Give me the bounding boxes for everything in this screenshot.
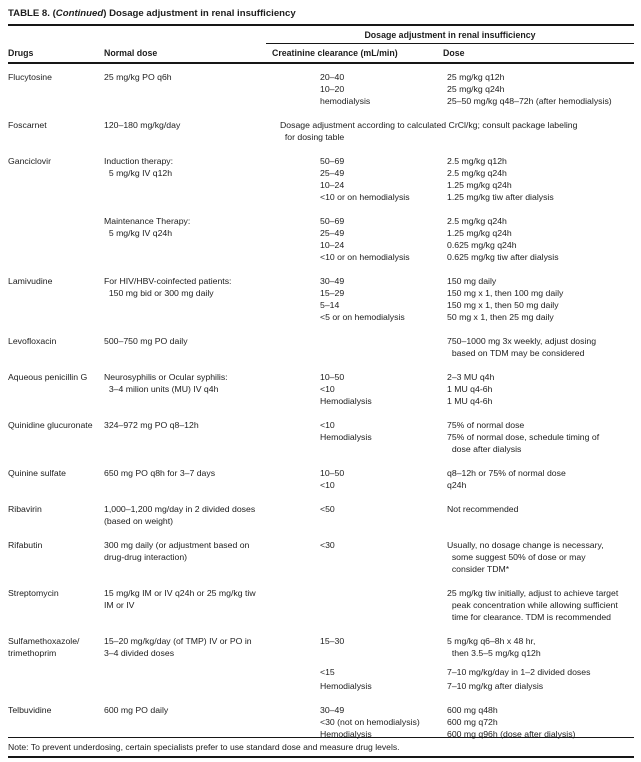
drug-row <box>8 587 634 623</box>
crcl-value <box>272 431 443 455</box>
dose-line: 75% of normal dose <box>447 419 525 430</box>
crcl-value <box>272 467 443 479</box>
adjustment-cell <box>272 275 634 323</box>
adjustment-entry <box>272 539 634 575</box>
adjustment-entry <box>272 716 634 728</box>
drug-row <box>8 335 634 359</box>
table-title <box>8 5 634 24</box>
adjustment-entry <box>272 666 634 678</box>
dose-value <box>443 83 634 95</box>
adjustment-entry <box>272 215 634 227</box>
drug-name-cell <box>8 119 104 143</box>
table-body <box>8 64 634 740</box>
drug-row <box>8 635 634 692</box>
crcl-text: 25–49 <box>320 227 345 238</box>
dose-line: 7–10 mg/kg after dialysis <box>447 680 544 691</box>
crcl-text: <15 <box>320 666 335 677</box>
adjustment-entry <box>272 155 634 167</box>
normal-dose-line: 5 mg/kg IV q24h <box>104 227 173 238</box>
crcl-value <box>272 539 443 575</box>
crcl-text: 30–49 <box>320 704 345 715</box>
crcl-value <box>272 335 443 359</box>
crcl-text: <50 <box>320 503 335 514</box>
drug-name: Flucytosine <box>8 71 52 82</box>
drug-name-cell <box>8 71 104 107</box>
dose-value <box>443 479 634 491</box>
column-header-drugs: Drugs <box>8 48 34 58</box>
adjustment-cell <box>272 155 634 203</box>
crcl-value <box>272 167 443 179</box>
crcl-value <box>272 239 443 251</box>
dose-line: consider TDM* <box>447 563 510 574</box>
dose-value <box>443 251 634 263</box>
dose-line: 1 MU q4-6h <box>447 383 493 394</box>
crcl-value <box>272 395 443 407</box>
drug-name: Quinine sulfate <box>8 467 66 478</box>
normal-dose-line: For HIV/HBV-coinfected patients: <box>104 275 232 286</box>
crcl-text: Hemodialysis <box>320 395 372 406</box>
dose-value <box>443 503 634 515</box>
dose-value <box>443 716 634 728</box>
dose-value <box>443 227 634 239</box>
dose-value <box>443 155 634 167</box>
normal-dose-line: 120–180 mg/kg/day <box>104 119 181 130</box>
adjustment-entry <box>272 179 634 191</box>
drug-name: Telbuvidine <box>8 704 52 715</box>
drug-row <box>8 215 634 263</box>
adjustment-entry <box>272 95 634 107</box>
dose-line: 150 mg daily <box>447 275 497 286</box>
normal-dose-line: 650 mg PO q8h for 3–7 days <box>104 467 216 478</box>
crcl-value <box>272 83 443 95</box>
dose-line: q24h <box>447 479 467 490</box>
adjustment-cell <box>272 371 634 407</box>
spanning-note-line: Dosage adjustment according to calculated CrCl/kg; consult package labeling <box>280 119 578 130</box>
column-header-normal-dose: Normal dose <box>104 48 158 58</box>
dose-value <box>443 287 634 299</box>
drug-name-cell <box>8 335 104 359</box>
drug-row <box>8 155 634 203</box>
normal-dose-line: 5 mg/kg IV q12h <box>104 167 173 178</box>
dose-line: q8–12h or 75% of normal dose <box>447 467 566 478</box>
adjustment-entry <box>272 251 634 263</box>
dose-line: 2–3 MU q4h <box>447 371 495 382</box>
dose-value <box>443 239 634 251</box>
crcl-text: 30–49 <box>320 275 345 286</box>
adjustment-entry <box>272 335 634 359</box>
dose-line: 25 mg/kg q24h <box>447 83 505 94</box>
normal-dose-line: (based on weight) <box>104 515 174 526</box>
drug-name: Foscarnet <box>8 119 47 130</box>
crcl-text: 50–69 <box>320 155 345 166</box>
dose-line: 0.625 mg/kg q24h <box>447 239 517 250</box>
normal-dose-line: Neurosyphilis or Ocular syphilis: <box>104 371 228 382</box>
adjustment-entry <box>272 503 634 515</box>
normal-dose-line: Induction therapy: <box>104 155 174 166</box>
dose-line: 150 mg x 1, then 50 mg daily <box>447 299 559 310</box>
adjustment-entry <box>272 287 634 299</box>
crcl-text: <10 or on hemodialysis <box>320 191 410 202</box>
normal-dose-line: 15–20 mg/kg/day (of TMP) IV or PO in <box>104 635 252 646</box>
crcl-value <box>272 419 443 431</box>
crcl-value <box>272 275 443 287</box>
normal-dose-cell <box>104 539 272 575</box>
crcl-text: 50–69 <box>320 215 345 226</box>
normal-dose-line: Maintenance Therapy: <box>104 215 191 226</box>
dose-line: then 3.5–5 mg/kg q12h <box>447 647 541 658</box>
crcl-value <box>272 704 443 716</box>
adjustment-entry <box>272 275 634 287</box>
crcl-text: 10–24 <box>320 239 345 250</box>
adjustment-cell <box>272 419 634 455</box>
crcl-value <box>272 383 443 395</box>
dose-line: 50 mg x 1, then 25 mg daily <box>447 311 554 322</box>
crcl-value <box>272 635 443 659</box>
column-header-creatinine-clearance: Creatinine clearance (mL/min) <box>272 48 398 58</box>
crcl-text: 20–40 <box>320 71 345 82</box>
dose-line: Usually, no dosage change is necessary, <box>447 539 604 550</box>
crcl-value <box>272 191 443 203</box>
drug-name: Streptomycin <box>8 587 59 598</box>
adjustment-entry <box>272 383 634 395</box>
normal-dose-line: 324–972 mg PO q8–12h <box>104 419 199 430</box>
crcl-text: <5 or on hemodialysis <box>320 311 405 322</box>
crcl-value <box>272 251 443 263</box>
adjustment-cell <box>272 335 634 359</box>
crcl-value <box>272 311 443 323</box>
crcl-text: Hemodialysis <box>320 680 372 691</box>
dose-line: 75% of normal dose, schedule timing of <box>447 431 600 442</box>
dose-value <box>443 666 634 678</box>
normal-dose-cell <box>104 119 272 143</box>
drug-row <box>8 704 634 740</box>
adjustment-entry <box>272 167 634 179</box>
adjustment-entry <box>272 704 634 716</box>
title-prefix: TABLE 8. ( <box>8 8 56 19</box>
dose-line: 1.25 mg/kg q24h <box>447 227 512 238</box>
normal-dose-cell <box>104 71 272 107</box>
drug-row <box>8 371 634 407</box>
dose-line: 7–10 mg/kg/day in 1–2 divided doses <box>447 666 591 677</box>
drug-name-cell <box>8 419 104 455</box>
dose-value <box>443 395 634 407</box>
drug-name: Quinidine glucuronate <box>8 419 93 430</box>
normal-dose-line: 600 mg PO daily <box>104 704 169 715</box>
crcl-text: <10 <box>320 479 335 490</box>
crcl-value <box>272 155 443 167</box>
adjustment-cell <box>272 635 634 692</box>
adjustment-entry <box>272 311 634 323</box>
crcl-text: <30 <box>320 539 335 550</box>
drug-row <box>8 539 634 575</box>
drug-name-cell <box>8 587 104 623</box>
adjustment-cell <box>272 467 634 491</box>
crcl-value <box>272 587 443 623</box>
dose-line: 1 MU q4-6h <box>447 395 493 406</box>
normal-dose-cell <box>104 419 272 455</box>
dose-line: 1.25 mg/kg tiw after dialysis <box>447 191 554 202</box>
normal-dose-line: 3–4 milion units (MU) IV q4h <box>104 383 219 394</box>
drug-name: Levofloxacin <box>8 335 57 346</box>
adjustment-cell <box>272 587 634 623</box>
spanning-note <box>272 119 634 143</box>
drug-name: Ganciclovir <box>8 155 51 166</box>
crcl-text: 25–49 <box>320 167 345 178</box>
dose-line: 25–50 mg/kg q48–72h (after hemodialysis) <box>447 95 612 106</box>
dose-value <box>443 419 634 431</box>
dose-value <box>443 179 634 191</box>
normal-dose-cell <box>104 704 272 740</box>
dose-value <box>443 587 634 623</box>
adjustment-cell <box>272 119 634 143</box>
dose-line: 0.625 mg/kg tiw after dialysis <box>447 251 559 262</box>
adjustment-entry <box>272 371 634 383</box>
dose-line: 25 mg/kg tiw initially, adjust to achieve target <box>447 587 619 598</box>
drug-name: Aqueous penicillin G <box>8 371 88 382</box>
adjustment-entry <box>272 587 634 623</box>
drug-name: Rifabutin <box>8 539 43 550</box>
normal-dose-cell <box>104 335 272 359</box>
drug-name: trimethoprim <box>8 647 57 658</box>
bottom-rule <box>8 756 634 758</box>
adjustment-entry <box>272 191 634 203</box>
crcl-value <box>272 95 443 107</box>
crcl-value <box>272 479 443 491</box>
crcl-value <box>272 287 443 299</box>
crcl-text: 15–29 <box>320 287 345 298</box>
adjustment-entry <box>272 467 634 479</box>
dose-value <box>443 167 634 179</box>
adjustment-entry <box>272 395 634 407</box>
dose-value <box>443 467 634 479</box>
normal-dose-cell <box>104 371 272 407</box>
crcl-value <box>272 680 443 692</box>
dose-value <box>443 539 634 575</box>
dose-line: 600 mg q48h <box>447 704 498 715</box>
adjustment-entry <box>272 635 634 659</box>
adjustment-entry <box>272 83 634 95</box>
adjustment-cell <box>272 503 634 527</box>
column-header-row <box>8 44 634 62</box>
dose-value <box>443 704 634 716</box>
normal-dose-cell <box>104 155 272 203</box>
drug-row <box>8 119 634 143</box>
normal-dose-line: IM or IV <box>104 599 135 610</box>
normal-dose-line: 25 mg/kg PO q6h <box>104 71 172 82</box>
crcl-text: Hemodialysis <box>320 728 372 739</box>
dose-line: peak concentration while allowing sufficient <box>447 599 618 610</box>
normal-dose-cell <box>104 467 272 491</box>
dose-value <box>443 191 634 203</box>
normal-dose-cell <box>104 503 272 527</box>
normal-dose-line: 3–4 divided doses <box>104 647 175 658</box>
adjustment-entry <box>272 299 634 311</box>
adjustment-cell <box>272 704 634 740</box>
drug-name-cell <box>8 635 104 692</box>
dose-value <box>443 311 634 323</box>
dose-value <box>443 95 634 107</box>
crcl-text: Hemodialysis <box>320 431 372 442</box>
dose-value <box>443 383 634 395</box>
drug-row <box>8 71 634 107</box>
drug-name-cell <box>8 539 104 575</box>
dose-value <box>443 275 634 287</box>
drug-name-cell <box>8 275 104 323</box>
span-header: Dosage adjustment in renal insufficiency <box>266 26 634 44</box>
crcl-value <box>272 666 443 678</box>
dose-line: 2.5 mg/kg q24h <box>447 167 507 178</box>
normal-dose-line: 300 mg daily (or adjustment based on <box>104 539 250 550</box>
dose-value <box>443 371 634 383</box>
dose-value <box>443 431 634 455</box>
dose-line: 150 mg x 1, then 100 mg daily <box>447 287 564 298</box>
adjustment-cell <box>272 215 634 263</box>
drug-name: Lamivudine <box>8 275 53 286</box>
dose-value <box>443 299 634 311</box>
normal-dose-line: 1,000–1,200 mg/day in 2 divided doses <box>104 503 256 514</box>
dose-line: 25 mg/kg q12h <box>447 71 505 82</box>
crcl-text: 10–24 <box>320 179 345 190</box>
dose-line: 5 mg/kg q6–8h x 48 hr, <box>447 635 536 646</box>
dose-line: 2.5 mg/kg q12h <box>447 155 507 166</box>
adjustment-entry <box>272 680 634 692</box>
normal-dose-cell <box>104 215 272 263</box>
dose-value <box>443 71 634 83</box>
dose-line: dose after dialysis <box>447 443 522 454</box>
adjustment-entry <box>272 239 634 251</box>
dose-line: 750–1000 mg 3x weekly, adjust dosing <box>447 335 597 346</box>
crcl-value <box>272 71 443 83</box>
dose-line: 2.5 mg/kg q24h <box>447 215 507 226</box>
crcl-value <box>272 716 443 728</box>
drug-name-cell <box>8 155 104 203</box>
drug-name: Sulfamethoxazole/ <box>8 635 80 646</box>
crcl-value <box>272 179 443 191</box>
footnote: Note: To prevent underdosing, certain specialists prefer to use standard dose and measure drug levels. <box>8 737 634 753</box>
normal-dose-line: drug-drug interaction) <box>104 551 188 562</box>
title-suffix: ) Dosage adjustment in renal insufficiency <box>103 8 296 19</box>
drug-row <box>8 275 634 323</box>
adjustment-entry <box>272 419 634 431</box>
dose-value <box>443 215 634 227</box>
normal-dose-cell <box>104 635 272 692</box>
adjustment-entry <box>272 227 634 239</box>
span-header-row <box>8 26 634 44</box>
drug-row <box>8 503 634 527</box>
drug-row <box>8 467 634 491</box>
crcl-value <box>272 503 443 515</box>
drug-name: Ribavirin <box>8 503 42 514</box>
column-header-dose: Dose <box>443 48 465 58</box>
crcl-text: 5–14 <box>320 299 340 310</box>
crcl-text: 10–20 <box>320 83 345 94</box>
drug-name-cell <box>8 215 104 263</box>
drug-name-cell <box>8 371 104 407</box>
adjustment-entry <box>272 71 634 83</box>
dose-line: 600 mg q72h <box>447 716 498 727</box>
crcl-text: hemodialysis <box>320 95 371 106</box>
crcl-text: 10–50 <box>320 371 345 382</box>
dose-value <box>443 680 634 692</box>
crcl-text: 10–50 <box>320 467 345 478</box>
dose-value <box>443 335 634 359</box>
dose-value <box>443 635 634 659</box>
normal-dose-line: 500–750 mg PO daily <box>104 335 188 346</box>
normal-dose-line: 150 mg bid or 300 mg daily <box>104 287 214 298</box>
crcl-text: 15–30 <box>320 635 345 646</box>
drug-name-cell <box>8 704 104 740</box>
dose-line: Not recommended <box>447 503 519 514</box>
crcl-text: <30 (not on hemodialysis) <box>320 716 420 727</box>
normal-dose-cell <box>104 275 272 323</box>
drug-name-cell <box>8 503 104 527</box>
dose-line: based on TDM may be considered <box>447 347 585 358</box>
drug-name-cell <box>8 467 104 491</box>
dose-line: time for clearance. TDM is recommended <box>447 611 611 622</box>
crcl-text: <10 <box>320 419 335 430</box>
adjustment-entry <box>272 479 634 491</box>
adjustment-cell <box>272 539 634 575</box>
dose-line: some suggest 50% of dose or may <box>447 551 586 562</box>
normal-dose-line: 15 mg/kg IM or IV q24h or 25 mg/kg tiw <box>104 587 256 598</box>
spanning-note-line: for dosing table <box>280 131 345 142</box>
crcl-value <box>272 227 443 239</box>
adjustment-entry <box>272 431 634 455</box>
crcl-text: <10 <box>320 383 335 394</box>
title-continued: Continued <box>55 8 104 19</box>
dose-line: 600 mg q96h (dose after dialysis) <box>447 728 576 739</box>
crcl-text: <10 or on hemodialysis <box>320 251 410 262</box>
crcl-value <box>272 299 443 311</box>
normal-dose-cell <box>104 587 272 623</box>
crcl-value <box>272 215 443 227</box>
adjustment-cell <box>272 71 634 107</box>
crcl-value <box>272 371 443 383</box>
drug-row <box>8 419 634 455</box>
dose-line: 1.25 mg/kg q24h <box>447 179 512 190</box>
